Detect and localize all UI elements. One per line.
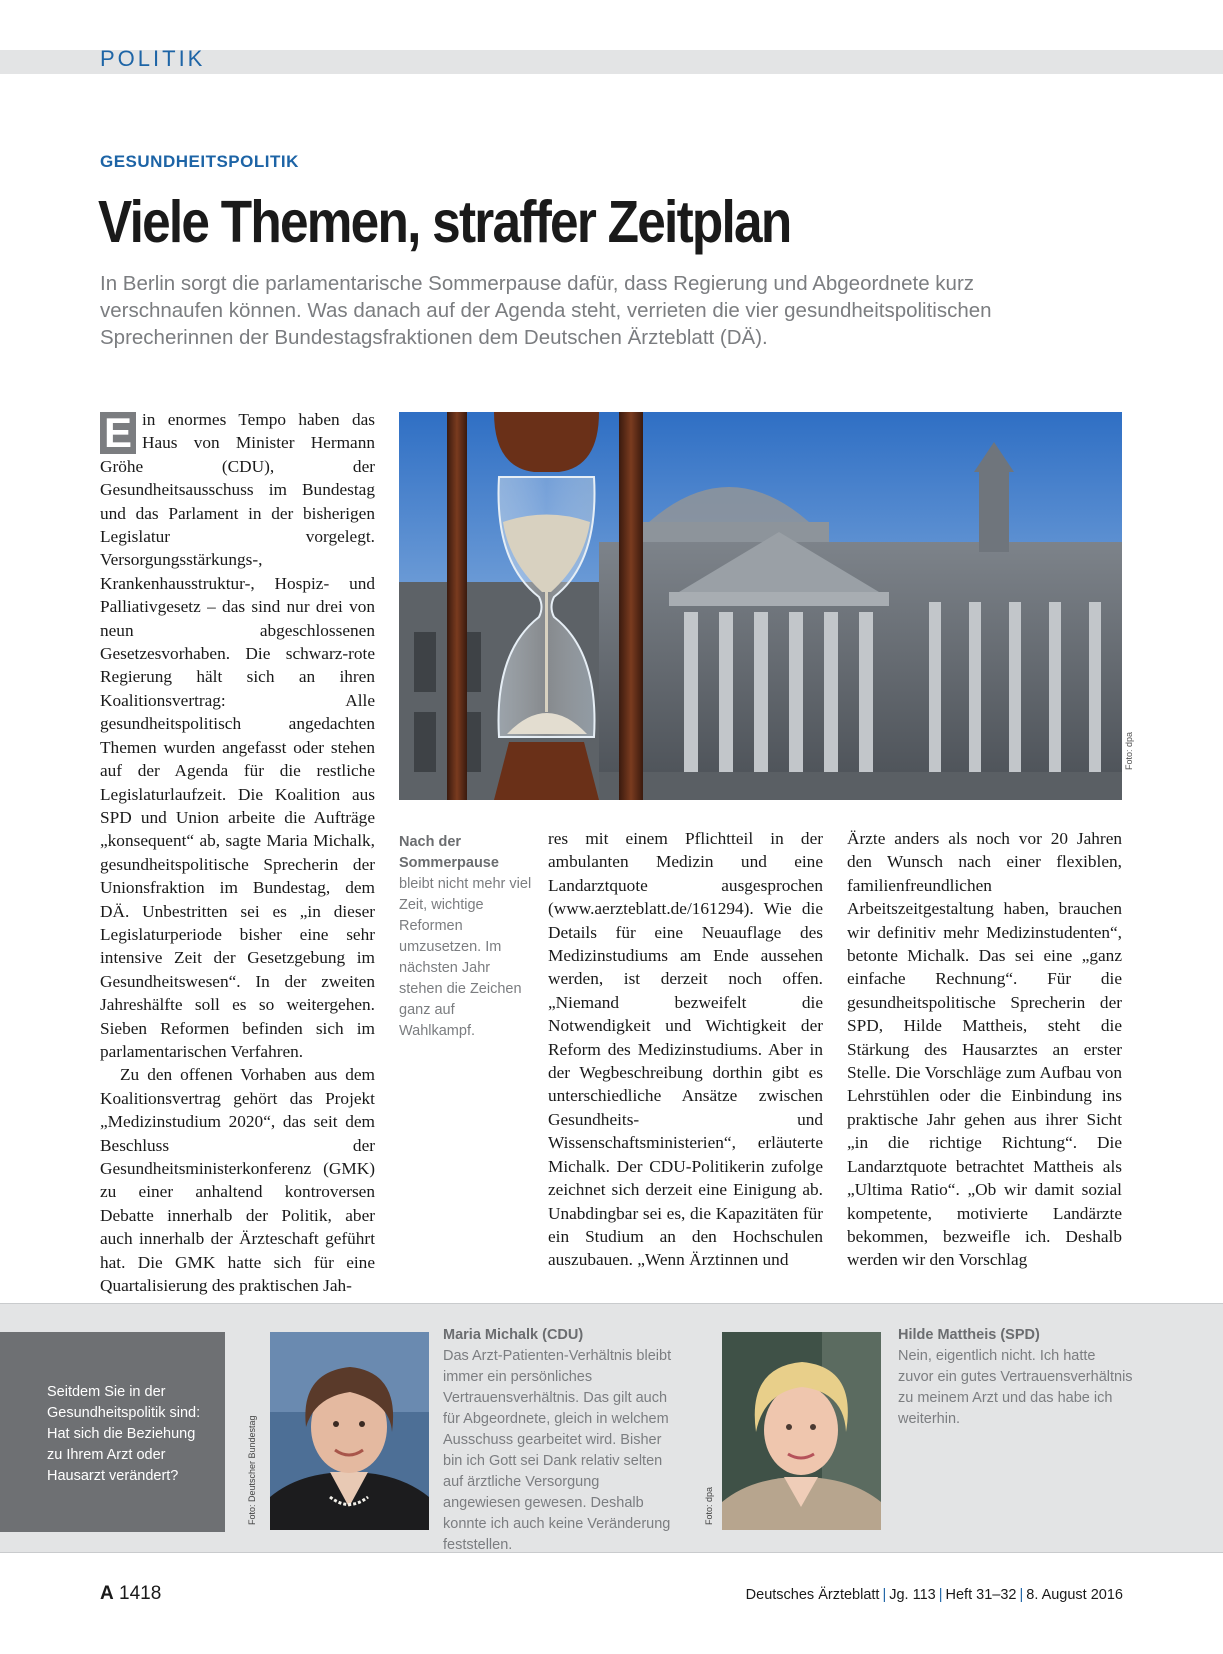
portrait-credit-2: Foto: dpa [704,1486,714,1525]
answer-text: Das Arzt-Patienten-Verhältnis bleibt immer ein persönliches Vertrauensverhältnis. Das gilt auch für Abgeordnete, gleich in welchem Ausschuss gearbeitet wird. Bisher bin ich Gott sei Dank relativ selten auf ärztliche Versorgung angewiesen gewesen. Deshalb konnte ich auch keine Veränderung feststellen. [443,1348,672,1553]
survey-question: Seitdem Sie in der Gesundheitspolitik sind: Hat sich die Beziehung zu Ihrem Arzt oder Hausarzt verändert? [0,1332,225,1532]
journal-volume: Jg. 113 [889,1587,936,1603]
article-headline: Viele Themen, straffer Zeitplan [98,189,791,255]
section-label: POLITIK [100,46,206,71]
body-text: in enormes Tempo haben das Haus von Minister Hermann Gröhe (CDU), der Gesundheitsausschuss im Bundestag und das Parlament in der bisherigen Legislatur vorgelegt. Versorgungsstärkungs-, Krankenhausstruktur-, Hospiz- und Palliativgesetz – das sind nur drei von neun abgeschlossenen Gesetzesvorhaben. Die schwarz-rote Regierung hält sich an ihren Koalitionsvertrag: Alle gesundheitspolitisch angedachten Themen wurden angefasst oder stehen auf der Agenda für die restliche Legislaturlaufzeit. Die Koalition aus SPD und Union arbeite die Aufträge „konsequent“ ab, sagte Maria Michalk, gesundheitspolitische Sprecherin der Unionsfraktion im Bundestag, dem DÄ. Unbestritten sei es „in dieser Legislaturperiode bisher eine sehr intensive Zeit der Gesetzgebung im Gesundheitswesen“. In der zweiten Jahreshälfte soll es so weitergehen. Sieben Reformen befinden sich im parlamentarischen Verfahren. [100,410,375,1061]
body-paragraph-4: Ärzte anders als noch vor 20 Jahren den Wunsch nach einer flexiblen, familienfreundlichen Arbeitszeitgestaltung haben, brauchen wir definitiv mehr Medizinstudenten“, betonte Michalk. Das sei eine „ganz einfache Rechnung“. Für die gesundheitspolitische Sprecherin der SPD, Hilde Mattheis, steht die Stärkung des Hausarztes an erster Stelle. Die Vorschläge zum Aufbau von Lehrstühlen oder die Einbindung ins praktische Jahr gehen aus ihrer Sicht „in die richtige Richtung“. Die Landarztquote betrachtet Mattheis als „Ultima Ratio“. „Ob wir damit sozial kompetente, motivierte Landärzte bekommen, bezweifle ich. Deshalb werden wir den Vorschlag [847,829,1122,1270]
body-paragraph-2: Zu den offenen Vorhaben aus dem Koalitionsvertrag gehört das Projekt „Medizinstudium 2020“, das seit dem Beschluss der Gesundheitsministerkonferenz (GMK) zu einer anhaltend kontroversen Debatte innerhalb der Politik, aber auch innerhalb der Ärzteschaft geführt hat. Die GMK hatte sich für eine Quartalisierung des praktischen Jah- [100,1065,375,1296]
drop-cap: E [100,412,136,454]
page-letter: A [100,1583,114,1604]
photo-illustration [399,412,1122,800]
body-column-3 [847,827,1122,1272]
portrait-credit-1: Foto: Deutscher Bundestag [247,1415,257,1525]
body-paragraph-3: res mit einem Pflichtteil in der ambulanten Medizin und eine Landarztquote ausgesprochen (www.aerzteblatt.de/161294). Wie die Details für eine Neuauflage des Medizinstudiums am Ende aussehen werden, ist derzeit noch offen. „Niemand bezweifelt die Notwendigkeit und Wichtigkeit der Reform des Medizinstudiums. Aber in der Wegbeschreibung dorthin gibt es unterschiedliche Ansätze zwischen Gesundheits- und Wissenschaftsministerien“, erläuterte Michalk. Der CDU-Politikerin zufolge zeichnet sich derzeit eine Einigung ab. Unabdingbar sei es, die Kapazitäten für ein Studium an den Hochschulen auszubauen. „Wenn Ärztinnen und [548,829,823,1270]
body-column-1 [100,408,375,1297]
answer-text: Nein, eigentlich nicht. Ich hatte zuvor ein gutes Vertrauensverhältnis zu meinem Arzt und das habe ich weiterhin. [898,1348,1133,1427]
caption-bold: Nach der Sommerpause [399,834,499,871]
article-kicker: GESUNDHEITSPOLITIK [100,152,299,171]
answer-name: Hilde Mattheis (SPD) [898,1327,1040,1343]
hourglass-reichstag-photo [399,412,1122,800]
journal-name: Deutsches Ärzteblatt [745,1587,880,1603]
answer-name: Maria Michalk (CDU) [443,1327,584,1343]
portrait-michalk [270,1332,429,1530]
body-column-2 [548,827,823,1272]
portrait-mattheis [722,1332,881,1530]
body-paragraph-1 [100,408,375,1063]
caption-text: bleibt nicht mehr viel Zeit, wichtige Reformen umzusetzen. Im nächsten Jahr stehen die Zeichen ganz auf Wahlkampf. [399,876,532,1039]
journal-date: 8. August 2016 [1026,1587,1123,1603]
photo-caption [399,832,534,1042]
journal-footer: Deutsches Ärzteblatt | Jg. 113 | Heft 31–32 | 8. August 2016 [745,1587,1123,1603]
portrait-michalk-image [270,1332,429,1530]
page-number [100,1583,161,1605]
survey-answer-2 [898,1325,1133,1430]
journal-issue: Heft 31–32 [945,1587,1017,1603]
page-number-value: 1418 [119,1583,162,1604]
portrait-mattheis-image [722,1332,881,1530]
survey-answer-1 [443,1325,673,1556]
photo-credit: Foto: dpa [1124,731,1134,770]
article-lead: In Berlin sorgt die parlamentarische Sommerpause dafür, dass Regierung und Abgeordnete kurz verschnaufen können. Was danach auf der Agenda steht, verrieten die vier gesundheitspolitischen Sprecherinnen der Bundestagsfraktionen dem Deutschen Ärzteblatt (DÄ). [100,272,992,349]
